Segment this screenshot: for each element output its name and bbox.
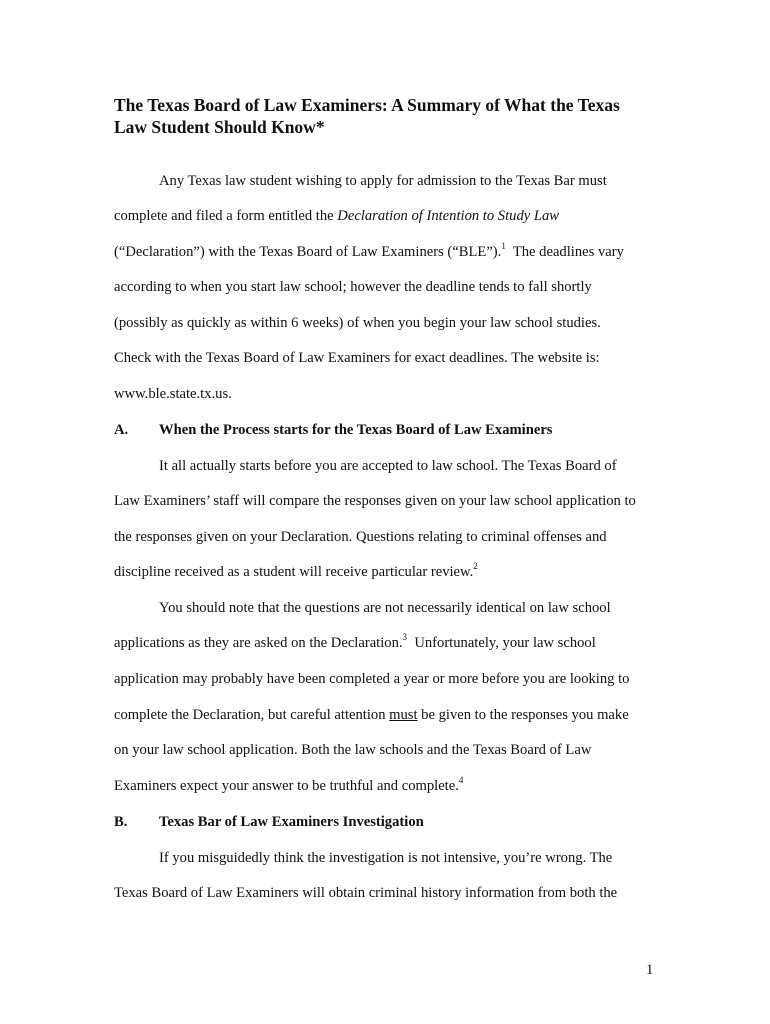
section-a-p2-line-6-text: Examiners expect your answer to be truthful and complete. [114,778,459,794]
section-a-p1-line-1: It all actually starts before you are accepted to law school. The Texas Board of [159,458,617,474]
intro-line-2 [114,207,559,225]
footnote-ref-4: 4 [458,775,464,786]
intro-line-3-text: (“Declaration”) with the Texas Board of Law Examiners (“BLE”). [114,244,502,260]
section-a-p1-line-4-text: discipline received as a student will receive particular review. [114,564,474,580]
section-a-p2-line-2 [114,634,596,652]
section-b-heading [114,813,424,831]
section-b-line-2: Texas Board of Law Examiners will obtain criminal history information from both the [114,885,618,901]
page-number: 1 [646,962,654,978]
section-a-p2-line-3: application may probably have been completed a year or more before you are looking to [114,671,630,687]
section-a-p2-line-5: on your law school application. Both the law schools and the Texas Board of Law [114,742,592,758]
section-a-p1-line-4 [114,563,478,581]
section-a-p2-line-2-tail: Unfortunately, your law school [407,635,596,651]
document-title: The Texas Board of Law Examiners: A Summary of What the Texas Law Student Should Know* [114,95,620,137]
intro-line-4: according to when you start law school; however the deadline tends to fall shortly [114,279,592,295]
intro-line-1: Any Texas law student wishing to apply for admission to the Texas Bar must [159,173,607,189]
section-a-heading [114,421,552,439]
footnote-ref-1: 1 [501,241,506,252]
intro-line-7: www.ble.state.tx.us. [114,386,232,402]
section-b-line-1: If you misguidedly think the investigation is not intensive, you’re wrong. The [159,850,613,866]
section-a-p2-line-2-text: applications as they are asked on the Declaration. [114,635,403,651]
section-a-p1-line-3: the responses given on your Declaration. Questions relating to criminal offenses and [114,529,607,545]
intro-line-5: (possibly as quickly as within 6 weeks) of when you begin your law school studies. [114,315,601,331]
footnote-ref-3: 3 [402,632,408,643]
intro-line-3 [114,243,624,261]
section-a-p2-line-4-text: complete the Declaration, but careful attention [114,707,390,723]
section-a-p2-line-6 [114,777,463,795]
section-a-p1-line-2: Law Examiners’ staff will compare the responses given on your law school application to [114,493,636,509]
section-a-letter: A. [114,422,129,438]
section-b-letter: B. [114,814,128,830]
section-a-p2-line-4 [114,706,629,724]
section-a-p2-line-4-tail: be given to the responses you make [417,707,629,723]
declaration-form-title: Declaration of Intention to Study Law [337,208,560,224]
section-b-title: Texas Bar of Law Examiners Investigation [159,814,424,830]
section-a-title: When the Process starts for the Texas Board of Law Examiners [159,422,553,438]
section-a-p2-line-1: You should note that the questions are not necessarily identical on law school [159,600,611,616]
intro-line-2-text: complete and filed a form entitled the [114,208,338,224]
document-page [114,0,674,1024]
must-emphasis: must [389,707,418,723]
intro-line-6: Check with the Texas Board of Law Examiners for exact deadlines. The website is: [114,350,600,366]
intro-line-3-tail: The deadlines vary [505,244,624,260]
footnote-ref-2: 2 [473,561,478,572]
